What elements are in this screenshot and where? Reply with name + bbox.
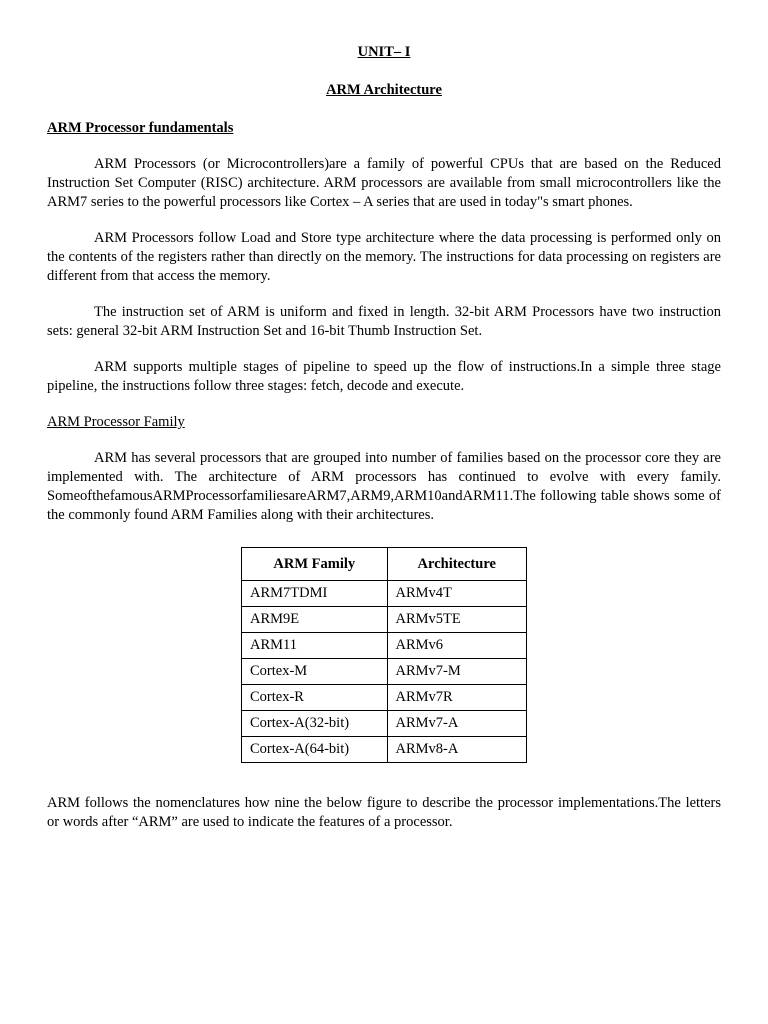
table-cell: ARMv5TE — [387, 607, 527, 633]
table-container — [47, 547, 721, 763]
table-cell: ARM7TDMI — [242, 581, 388, 607]
arm-family-table — [241, 547, 527, 763]
table-row — [242, 607, 527, 633]
paragraph: ARM Processors (or Microcontrollers)are a family of powerful CPUs that are based on the Reduced Instruction Set Computer (RISC) architecture. ARM processors are available from small microcontrollers like the ARM7 series to the powerful processors like Cortex – A series that are used in today"s smart phones. — [47, 156, 721, 210]
table-cell: Cortex-R — [242, 685, 388, 711]
table-row — [242, 659, 527, 685]
table-row — [242, 685, 527, 711]
table-cell: Cortex-A(32-bit) — [242, 711, 388, 737]
column-header: ARM Family — [242, 548, 388, 581]
table-cell: Cortex-A(64-bit) — [242, 737, 388, 763]
table-cell: ARM9E — [242, 607, 388, 633]
table-cell: Cortex-M — [242, 659, 388, 685]
table-header-row — [242, 548, 527, 581]
table-cell: ARMv7-A — [387, 711, 527, 737]
table-cell: ARMv7R — [387, 685, 527, 711]
table-cell: ARMv8-A — [387, 737, 527, 763]
table-cell: ARM11 — [242, 633, 388, 659]
table-cell: ARMv7-M — [387, 659, 527, 685]
unit-title: UNIT– I — [357, 44, 411, 60]
column-header: Architecture — [387, 548, 527, 581]
section-heading: ARM Processor fundamentals — [47, 120, 234, 136]
closing-paragraph: ARM follows the nomenclatures how nine the below figure to describe the processor implementations.The letters or words after “ARM” are used to indicate the features of a processor. — [47, 795, 721, 830]
table-cell: ARMv6 — [387, 633, 527, 659]
table-row — [242, 581, 527, 607]
table-cell: ARMv4T — [387, 581, 527, 607]
family-paragraph: ARM has several processors that are grouped into number of families based on the processor core they are implemented with. The architecture of ARM processors has continued to evolve with every family. SomeofthefamousARMProcessorfamiliesareARM7,ARM9,ARM10andARM11.The following table shows some of the commonly found ARM Families along with their architectures. — [47, 450, 721, 523]
table-row — [242, 737, 527, 763]
subheading: ARM Processor Family — [47, 414, 185, 430]
paragraph: ARM Processors follow Load and Store type architecture where the data processing is performed only on the contents of the registers rather than directly on the memory. The instructions for data processing on registers are different from that access the memory. — [47, 230, 721, 284]
paragraph: The instruction set of ARM is uniform and fixed in length. 32-bit ARM Processors have two instruction sets: general 32-bit ARM Instruction Set and 16-bit Thumb Instruction Set. — [47, 304, 721, 339]
paragraph: ARM supports multiple stages of pipeline to speed up the flow of instructions.In a simple three stage pipeline, the instructions follow three stages: fetch, decode and execute. — [47, 359, 721, 394]
table-row — [242, 633, 527, 659]
table-row — [242, 711, 527, 737]
document-title: ARM Architecture — [326, 82, 442, 98]
